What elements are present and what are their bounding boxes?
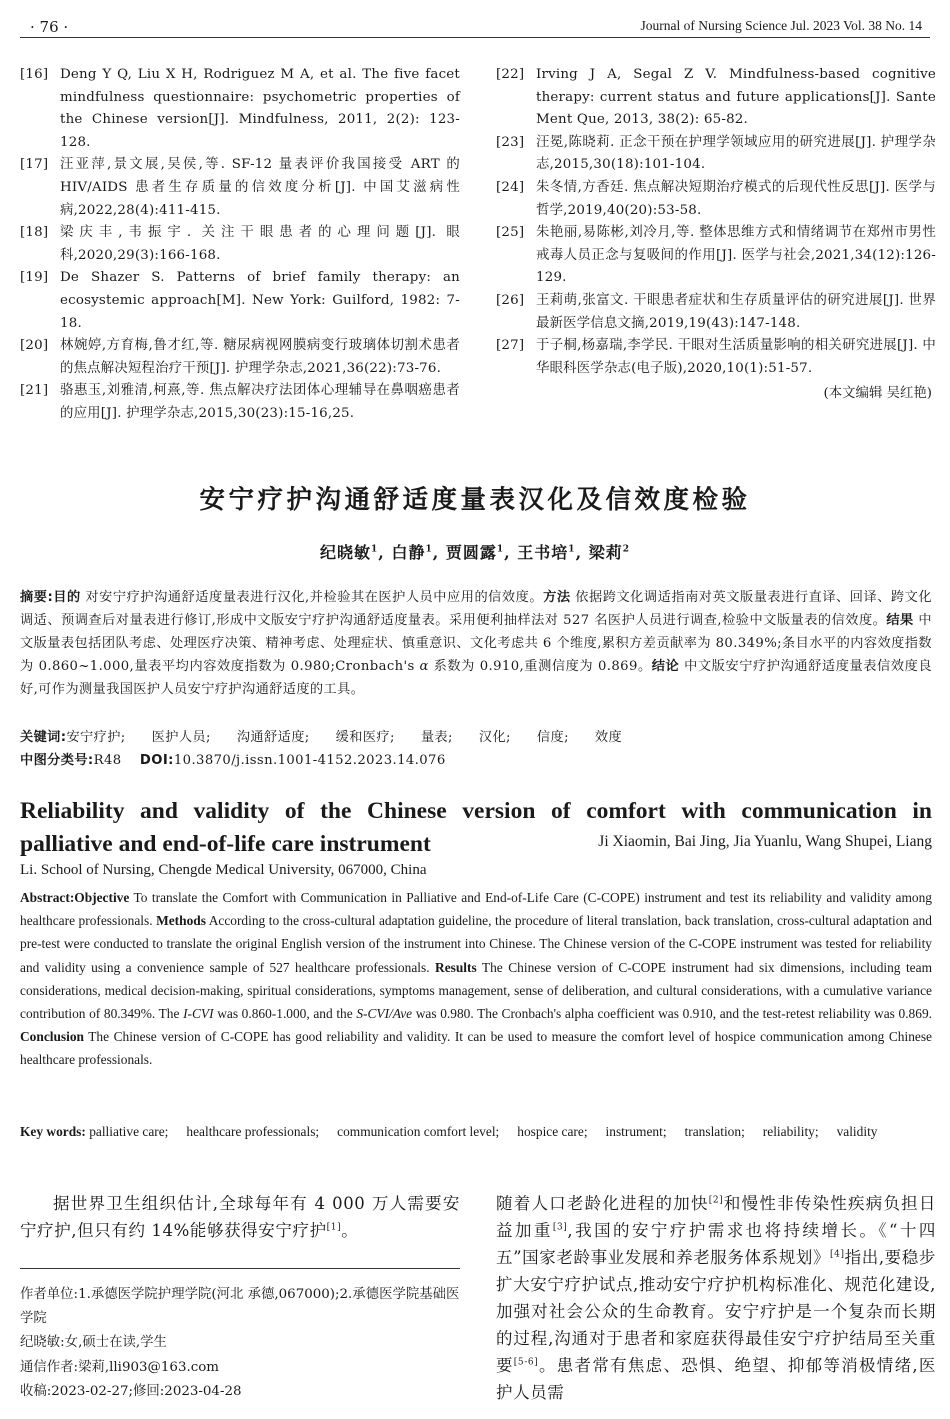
reference-item: [26] 王莉萌,张富文. 干眼患者症状和生存质量评估的研究进展[J]. 世界最新医学信息文摘,2019,19(43):147-148. xyxy=(496,292,936,331)
reference-item: [22] Irving J A, Segal Z V. Mindfulness-based cognitive therapy: current status and future applications[J]. Sante Ment Que, 2013, 38(2): 65-82. xyxy=(496,67,936,128)
author-info: 纪晓敏:女,硕士在读,学生 xyxy=(20,1335,167,1351)
reference-item: [18] 梁庆丰,韦振宇. 关注干眼患者的心理问题[J]. 眼科,2020,29(3):166-168. xyxy=(20,225,460,263)
classification-line: 中图分类号:R48 DOI:10.3870/j.issn.1001-4152.2023.14.076 xyxy=(20,753,446,768)
journal-info: Journal of Nursing Science Jul. 2023 Vol. 38 No. 14 xyxy=(640,18,922,33)
body-text-right: 随着人口老龄化进程的加快[2]和慢性非传染性疾病负担日益加重[3],我国的安宁疗护需求也将持续增长。《“十四五”国家老龄事业发展和养老服务体系规划》[4]指出,要稳步扩大安宁疗护试点,推动安宁疗护机构标准化、规范化建设,加强对社会公众的生命教育。安宁疗护是一个复杂而长期的过程,沟通对于患者和家庭获得最佳安宁疗护结局至关重要[5-6]。患者常有焦虑、恐惧、绝望、抑郁等消极情绪,医护人员需 xyxy=(496,1194,936,1402)
keywords-english: Key words: palliative care; healthcare professionals; communication comfort level; hospice care; instrument; translation; reliability; validity xyxy=(20,1124,878,1139)
author-name: 白静 xyxy=(391,543,426,562)
author-name: 梁莉 xyxy=(588,543,623,562)
author-footnote xyxy=(20,1268,460,1404)
reference-item: [23] 汪冕,陈晓莉. 正念干预在护理学领域应用的研究进展[J]. 护理学杂志,2015,30(18):101-104. xyxy=(496,134,936,173)
received-dates: 收稿:2023-02-27;修回:2023-04-28 xyxy=(20,1383,242,1399)
doi-link[interactable]: 10.3870/j.issn.1001-4152.2023.14.076 xyxy=(173,753,446,768)
english-authors: Ji Xiaomin, Bai Jing, Jia Yuanlu, Wang Shupei, Liang xyxy=(598,833,932,850)
author-name: 贾圆露 xyxy=(445,543,497,562)
author-name: 纪晓敏 xyxy=(320,543,372,562)
author-unit: 作者单位:1.承德医学院护理学院(河北 承德,067000);2.承德医学院基础医学院 xyxy=(20,1287,460,1327)
editor-note: (本文编辑 吴红艳) xyxy=(823,386,932,402)
body-text-left: 据世界卫生组织估计,全球每年有 4 000 万人需要安宁疗护,但只有约 14%能够获得安宁疗护[1]。 xyxy=(20,1194,460,1240)
reference-item: [25] 朱艳丽,易陈彬,刘冷月,等. 整体思维方式和情绪调节在郑州市男性戒毒人员正念与复吸间的作用[J]. 医学与社会,2021,34(12):126-129. xyxy=(496,225,936,286)
english-title: Reliability and validity of the Chinese version of comfort with communication in palliative and end-of-life care instrument xyxy=(20,798,932,857)
references-left-column xyxy=(20,64,460,426)
corresponding-author: 通信作者:梁莉,lli903@163.com xyxy=(20,1359,219,1375)
references-right-column xyxy=(496,64,936,401)
article-title: 安宁疗护沟通舒适度量表汉化及信效度检验 xyxy=(199,485,751,515)
page-number: · 76 · xyxy=(30,18,69,36)
english-affiliation: Li. School of Nursing, Chengde Medical University, 067000, China xyxy=(20,862,427,878)
reference-item: [19] De Shazer S. Patterns of brief family therapy: an ecosystemic approach[M]. New York: Guilford, 1982: 7-18. xyxy=(20,270,460,331)
keywords-chinese: 关键词:安宁疗护; 医护人员; 沟通舒适度; 缓和医疗; 量表; 汉化; 信度; 效度 xyxy=(20,730,623,745)
abstract-chinese: 摘要:目的 对安宁疗护沟通舒适度量表进行汉化,并检验其在医护人员中应用的信效度。方法 依据跨文化调适指南对英文版量表进行直译、回译、跨文化调适、预调查后对量表进行修订,形成中文版安宁疗护沟通舒适度量表。采用便利抽样法对 527 名医护人员进行调查,检验中文版量表的信效度。结果 中文版量表包括团队考虑、处理医疗决策、精神考虑、处理症状、慎重意识、文化考虑共 6 个维度,累积方差贡献率为 80.349%;条目水平的内容效度指数为 0.860~1.000,量表平均内容效度指数为 0.980;Cronbach's α 系数为 0.910,重测信度为 0.869。结论 中文版安宁疗护沟通舒适度量表信效度良好,可作为测量我国医护人员安宁疗护沟通舒适度的工具。 xyxy=(20,590,932,697)
author-list: 纪晓敏$^1$, 白静$^1$, 贾圆露$^1$, 王书培$^1$, 梁莉$^2$ xyxy=(320,543,630,562)
reference-item: [27] 于子桐,杨嘉瑞,李学民. 干眼对生活质量影响的相关研究进展[J]. 中华眼科医学杂志(电子版),2020,10(1):51-57. xyxy=(496,338,936,376)
reference-item: [16] Deng Y Q, Liu X H, Rodriguez M A, et al. The five facet mindfulness questionnaire: psychometric properties of the Chinese version[J]. Mindfulness, 2011, 2(2): 123-128. xyxy=(20,67,460,150)
reference-item: [21] 骆惠玉,刘雅清,柯熹,等. 焦点解决疗法团体心理辅导在鼻咽癌患者的应用[J]. 护理学杂志,2015,30(23):15-16,25. xyxy=(20,383,460,421)
reference-item: [24] 朱冬情,方香廷. 焦点解决短期治疗模式的后现代性反思[J]. 医学与哲学,2019,40(20):53-58. xyxy=(496,179,936,218)
abstract-english: Abstract:Objective To translate the Comfort with Communication in Palliative and End-of-Life Care (C-COPE) instrument and test its reliability and validity among healthcare professionals. Methods According to the cross-cultural adaptation guideline, the procedure of literal translation, back translation, cross-cultural adaptation and pre-test were conducted to translate the original English version of the instrument into Chinese. The Chinese version of the C-COPE instrument was tested for reliability and validity using a convenience sample of 527 healthcare professionals. Results The Chinese version of C-COPE instrument had six dimensions, including team considerations, medical decision-making, spiritual considerations, symptoms management, sense of deliberation, and cultural considerations, with a cumulative variance contribution of 80.349%. The I-CVI was 0.860-1.000, and the S-CVI/Ave was 0.980. The Cronbach's alpha coefficient was 0.910, and the test-retest reliability was 0.869. Conclusion The Chinese version of C-COPE has good reliability and validity. It can be used to measure the comfort level of hospice communication among Chinese healthcare professionals. xyxy=(20,890,932,1068)
running-header xyxy=(20,14,930,38)
author-name: 王书培 xyxy=(517,543,569,562)
reference-item: [17] 汪亚萍,景文展,吴侯,等. SF-12 量表评价我国接受 ART 的 HIV/AIDS 患者生存质量的信效度分析[J]. 中国艾滋病性病,2022,28(4):411-415. xyxy=(20,157,460,218)
reference-item: [20] 林婉婷,方育梅,鲁才红,等. 糖尿病视网膜病变行玻璃体切割术患者的焦点解决短程治疗干预[J]. 护理学杂志,2021,36(22):73-76. xyxy=(20,338,460,376)
